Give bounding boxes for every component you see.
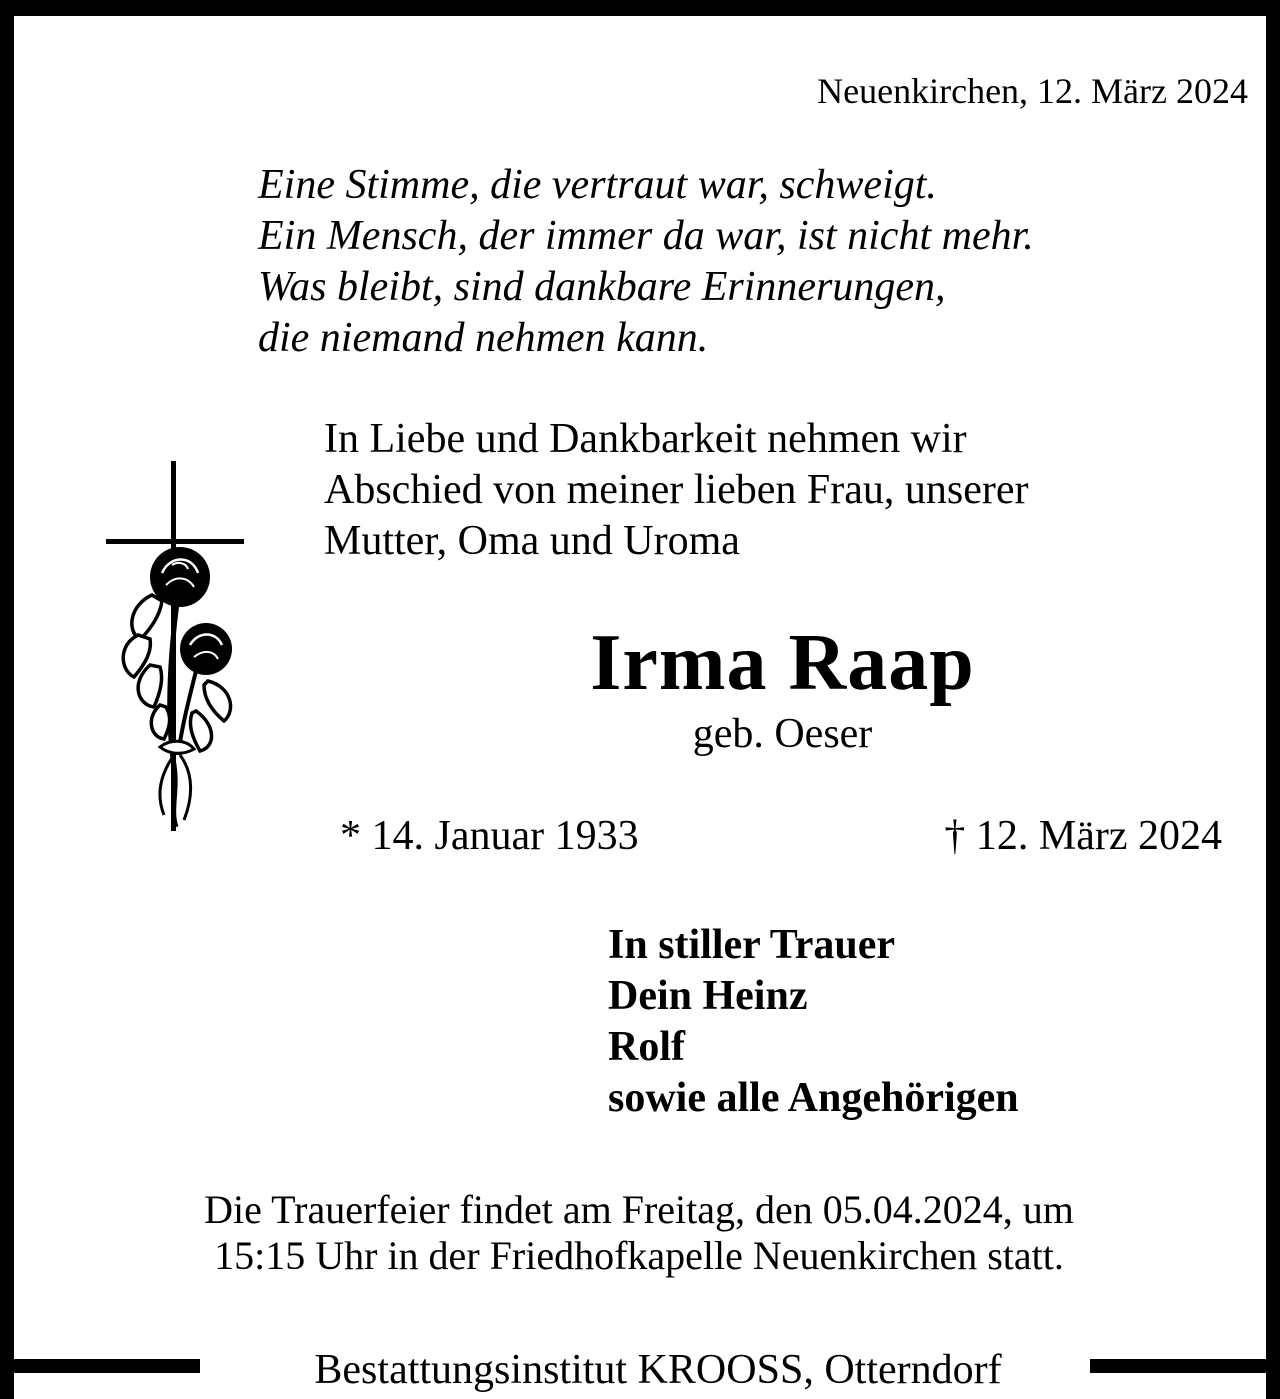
deceased-name: Irma Raap [590,619,975,707]
mourners [608,920,1019,1124]
poem-line: Ein Mensch, der immer da war, ist nicht mehr. [258,213,1034,259]
intro-line: Abschied von meiner lieben Frau, unserer [324,467,1029,513]
intro-line: Mutter, Oma und Uroma [324,518,740,564]
mourner-line: Dein Heinz [608,973,808,1019]
birth-date: * 14. Januar 1933 [340,813,639,859]
mourner-line: In stiller Trauer [608,922,895,968]
poem-line: die niemand nehmen kann. [258,315,709,361]
service-line: 15:15 Uhr in der Friedhofkapelle Neuenkirchen statt. [214,1233,1064,1278]
maiden-name: geb. Oeser [692,711,873,757]
undertaker: Bestattungsinstitut KROOSS, Otterndorf [314,1347,1002,1393]
place-date: Neuenkirchen, 12. März 2024 [817,71,1248,111]
mourner-line: Rolf [608,1024,685,1070]
death-date: † 12. März 2024 [944,813,1222,859]
poem-line: Was bleibt, sind dankbare Erinnerungen, [258,264,946,310]
mourner-line: sowie alle Angehörigen [608,1075,1019,1121]
intro-line: In Liebe und Dankbarkeit nehmen wir [324,416,967,462]
intro-text [324,414,1028,567]
poem-line: Eine Stimme, die vertraut war, schweigt. [258,162,937,208]
funeral-service-info [0,1187,1278,1279]
service-line: Die Trauerfeier findet am Freitag, den 05.04.2024, um [204,1187,1074,1232]
poem [258,160,1034,364]
